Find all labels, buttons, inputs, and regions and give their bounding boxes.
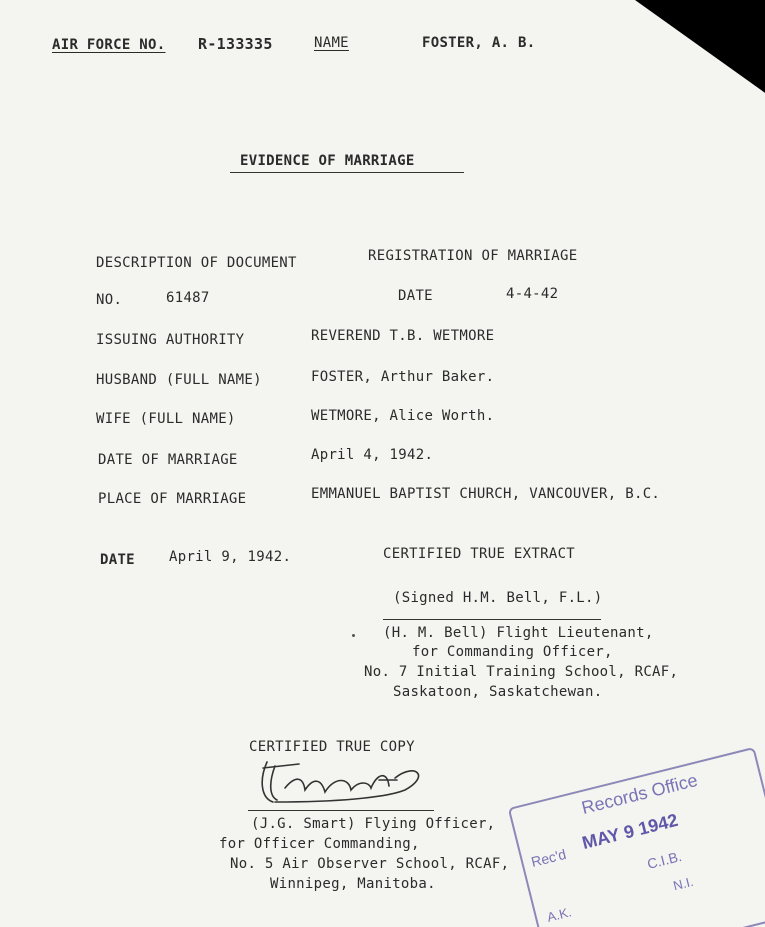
husband-value: FOSTER, Arthur Baker.	[311, 369, 495, 385]
number-label: NO.	[96, 292, 123, 308]
extract-date-value: April 9, 1942.	[169, 549, 292, 565]
copy-signer-line-1: (J.G. Smart) Flying Officer,	[251, 816, 496, 832]
extract-officer-line-3: No. 7 Initial Training School, RCAF,	[364, 664, 679, 680]
stamp-bottom-right: N.I.	[671, 873, 695, 894]
issuing-authority-label: ISSUING AUTHORITY	[96, 332, 245, 348]
extract-signature-line	[383, 619, 601, 620]
stamp-cib: C.I.B.	[645, 847, 684, 872]
signed-line: (Signed H.M. Bell, F.L.)	[393, 590, 603, 606]
received-stamp	[508, 747, 765, 927]
copy-signer-line-2: for Officer Commanding,	[219, 836, 420, 852]
ink-dot	[352, 634, 355, 637]
name-value: FOSTER, A. B.	[422, 35, 536, 51]
stamp-bottom-left: A.K.	[545, 904, 573, 925]
stamp-office: Records Office	[579, 769, 700, 819]
handwritten-signature	[255, 758, 435, 810]
description-value: REGISTRATION OF MARRIAGE	[368, 248, 578, 264]
document-date-label: DATE	[398, 288, 433, 304]
certified-true-copy: CERTIFIED TRUE COPY	[249, 739, 415, 755]
certified-true-extract: CERTIFIED TRUE EXTRACT	[383, 546, 576, 562]
copy-signature-line	[248, 810, 434, 811]
extract-officer-line-4: Saskatoon, Saskatchewan.	[393, 684, 603, 700]
extract-date-label: DATE	[100, 552, 135, 568]
copy-signer-line-3: No. 5 Air Observer School, RCAF,	[230, 856, 510, 872]
copy-signer-line-4: Winnipeg, Manitoba.	[270, 876, 436, 892]
wife-value: WETMORE, Alice Worth.	[311, 408, 495, 424]
extract-officer-line-1: (H. M. Bell) Flight Lieutenant,	[383, 625, 654, 641]
page-corner-shadow	[555, 0, 765, 100]
wife-label: WIFE (FULL NAME)	[96, 411, 236, 427]
husband-label: HUSBAND (FULL NAME)	[96, 372, 262, 388]
place-of-marriage-label: PLACE OF MARRIAGE	[98, 491, 247, 507]
air-force-no-label: AIR FORCE NO.	[52, 37, 166, 53]
issuing-authority-value: REVEREND T.B. WETMORE	[311, 328, 495, 344]
date-of-marriage-value: April 4, 1942.	[311, 447, 434, 463]
extract-officer-line-2: for Commanding Officer,	[412, 644, 613, 660]
air-force-no: R-133335	[198, 35, 273, 53]
title-underline	[230, 172, 464, 173]
place-of-marriage-value: EMMANUEL BAPTIST CHURCH, VANCOUVER, B.C.	[311, 486, 661, 502]
document-date-value: 4-4-42	[506, 286, 559, 302]
stamp-received-prefix: Rec'd	[529, 845, 568, 870]
name-label: NAME	[314, 35, 349, 51]
description-label: DESCRIPTION OF DOCUMENT	[96, 255, 297, 271]
date-of-marriage-label: DATE OF MARRIAGE	[98, 452, 238, 468]
stamp-date: MAY 9 1942	[579, 809, 680, 853]
number-value: 61487	[166, 290, 210, 306]
document-title: EVIDENCE OF MARRIAGE	[240, 153, 415, 169]
